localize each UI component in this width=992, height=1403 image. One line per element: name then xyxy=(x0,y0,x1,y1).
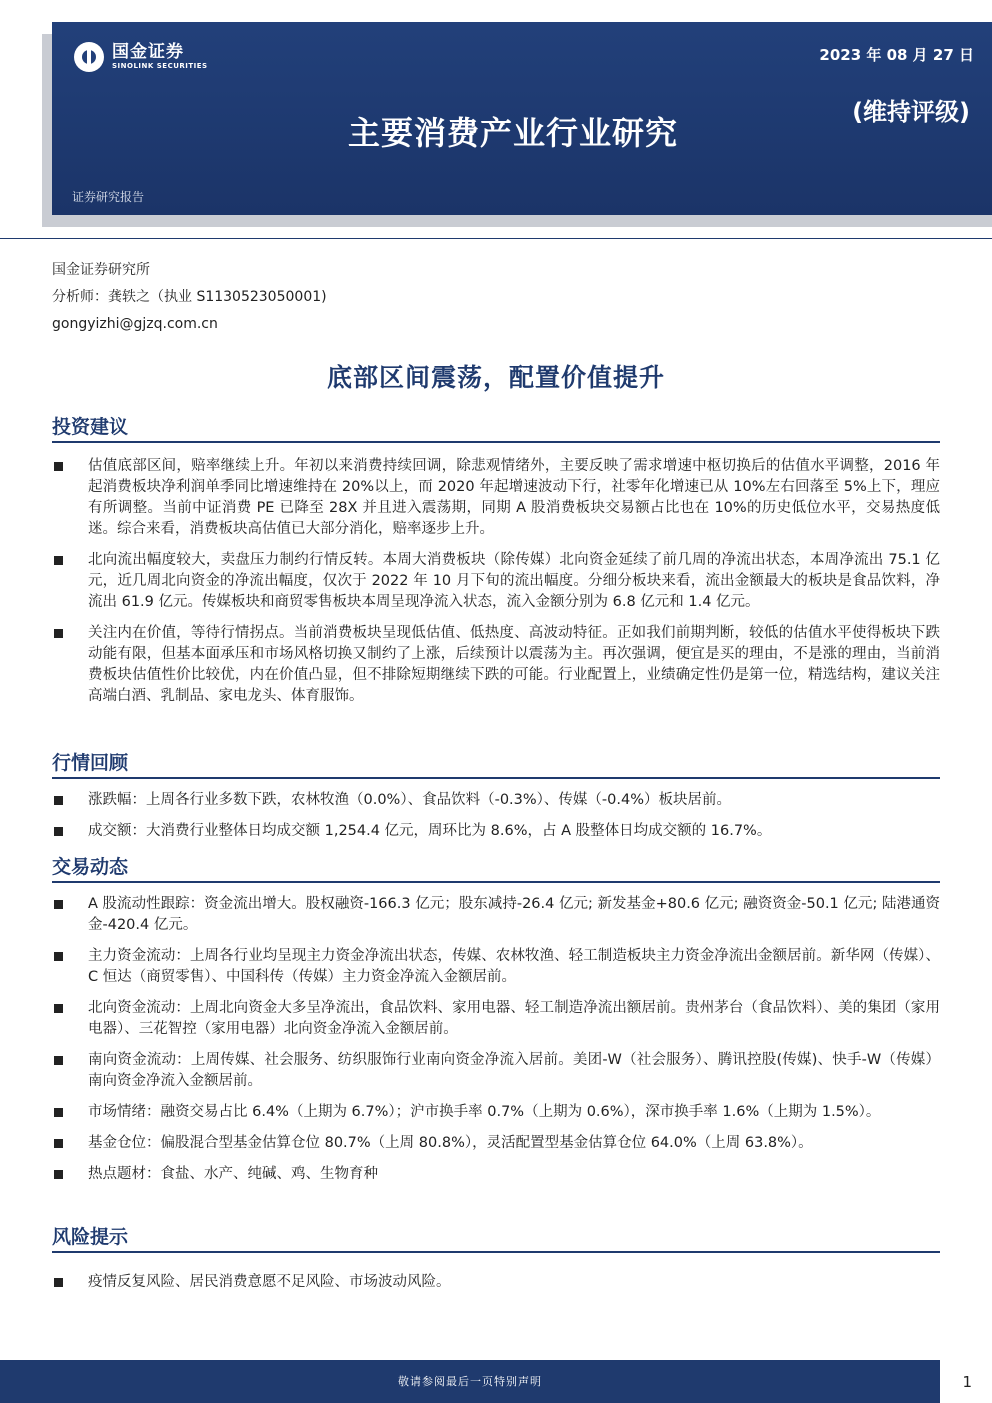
report-type: 证券研究报告 xyxy=(72,190,145,204)
report-date: 2023 年 08 月 27 日 xyxy=(819,46,974,64)
square-bullet-icon xyxy=(54,1139,63,1148)
section-title-market-review: 行情回顾 xyxy=(52,752,129,774)
square-bullet-icon xyxy=(54,1004,63,1013)
list-item: 主力资金流动：上周各行业均呈现主力资金净流出状态，传媒、农林牧渔、轻工制造板块主力资金净流出金额居前。新华网（传媒）、C 恒达（商贸零售）、中国科传（传媒）主力资金净流入金额居前。 xyxy=(52,946,940,988)
analyst-email[interactable]: gongyizhi@gjzq.com.cn xyxy=(52,316,218,332)
square-bullet-icon xyxy=(54,952,63,961)
list-item: 北向资金流动：上周北向资金大多呈净流出，食品饮料、家用电器、轻工制造净流出额居前。贵州茅台（食品饮料）、美的集团（家用电器）、三花智控（家用电器）北向资金净流入金额居前。 xyxy=(52,998,940,1040)
investment-list xyxy=(52,456,940,717)
page-number: 1 xyxy=(962,1373,972,1391)
logo-cn-text: 国金证券 xyxy=(112,42,184,62)
list-item: 北向流出幅度较大，卖盘压力制约行情反转。本周大消费板块（除传媒）北向资金延续了前几周的净流出状态，本周净流出 75.1 亿元，近几周北向资金的净流出幅度，仅次于 2022 年 10 月下旬的流出幅度。分细分板块来看，流出金额最大的板块是食品饮料，净流出 61.9 亿元。传媒板块和商贸零售板块本周呈现净流入状态，流入金额分别为 6.8 亿元和 1.4 亿元。 xyxy=(52,550,940,613)
square-bullet-icon xyxy=(54,462,63,471)
report-headline: 底部区间震荡，配置价值提升 xyxy=(326,363,665,392)
square-bullet-icon xyxy=(54,556,63,565)
sinolink-logo-icon xyxy=(74,42,104,72)
risk-list xyxy=(52,1272,940,1303)
square-bullet-icon xyxy=(54,1278,63,1287)
list-item: 市场情绪：融资交易占比 6.4%（上期为 6.7%）；沪市换手率 0.7%（上期为 0.6%），深市换手率 1.6%（上期为 1.5%）。 xyxy=(52,1102,940,1123)
list-item: 估值底部区间，赔率继续上升。年初以来消费持续回调，除悲观情绪外，主要反映了需求增速中枢切换后的估值水平调整，2016 年起消费板块净利润单季同比增速维持在 20%以上，而 2020 年起增速波动下行，社零年化增速已从 10%左右回落至 5%上下，理应有所调整。当前中证消费 PE 已降至 28X 并且进入震荡期，同期 A 股消费板块交易额占比也在 10%的历史低位水平，交易热度低迷。综合来看，消费板块高估值已大部分消化，赔率逐步上升。 xyxy=(52,456,940,540)
square-bullet-icon xyxy=(54,1056,63,1065)
author-info xyxy=(52,257,327,338)
section-divider xyxy=(52,777,940,779)
footer-bar xyxy=(0,1360,940,1403)
section-title-investment: 投资建议 xyxy=(52,416,129,438)
list-item: A 股流动性跟踪：资金流出增大。股权融资-166.3 亿元；股东减持-26.4 亿元; 新发基金+80.6 亿元; 融资资金-50.1 亿元; 陆港通资金-420.4 亿元。 xyxy=(52,894,940,936)
square-bullet-icon xyxy=(54,1108,63,1117)
section-divider xyxy=(52,881,940,883)
list-item: 涨跌幅：上周各行业多数下跌，农林牧渔（0.0%）、食品饮料（-0.3%）、传媒（-0.4%）板块居前。 xyxy=(52,790,940,811)
report-title: 主要消费产业行业研究 xyxy=(348,114,679,152)
list-item: 基金仓位：偏股混合型基金估算仓位 80.7%（上周 80.8%），灵活配置型基金估算仓位 64.0%（上周 63.8%）。 xyxy=(52,1133,940,1154)
list-item: 疫情反复风险、居民消费意愿不足风险、市场波动风险。 xyxy=(52,1272,940,1293)
header-divider xyxy=(0,238,992,239)
square-bullet-icon xyxy=(54,629,63,638)
section-title-trading: 交易动态 xyxy=(52,856,129,878)
trading-list xyxy=(52,894,940,1195)
section-divider xyxy=(52,441,940,443)
list-item: 热点题材：食盐、水产、纯碱、鸡、生物育种 xyxy=(52,1164,940,1185)
square-bullet-icon xyxy=(54,827,63,836)
square-bullet-icon xyxy=(54,796,63,805)
section-title-risk: 风险提示 xyxy=(52,1226,129,1248)
company-logo xyxy=(74,42,208,72)
list-item: 成交额：大消费行业整体日均成交额 1,254.4 亿元，周环比为 8.6%，占 A 股整体日均成交额的 16.7%。 xyxy=(52,821,940,842)
list-item: 关注内在价值，等待行情拐点。当前消费板块呈现低估值、低热度、高波动特征。正如我们前期判断，较低的估值水平使得板块下跌动能有限，但基本面承压和市场风格切换又制约了上涨，后续预计以震荡为主。再次强调，便宜是买的理由，不是涨的理由，当前消费板块估值性价比较优，内在价值凸显，但不排除短期继续下跌的可能。行业配置上，业绩确定性仍是第一位，精选结构，建议关注高端白酒、乳制品、家电龙头、体育服饰。 xyxy=(52,623,940,707)
square-bullet-icon xyxy=(54,900,63,909)
logo-en-text: SINOLINK SECURITIES xyxy=(112,62,208,70)
footer-disclaimer: 敬请参阅最后一页特别声明 xyxy=(398,1375,542,1388)
report-header xyxy=(52,22,992,215)
list-item: 南向资金流动：上周传媒、社会服务、纺织服饰行业南向资金净流入居前。美团-W（社会服务）、腾讯控股(传媒)、快手-W（传媒）南向资金净流入金额居前。 xyxy=(52,1050,940,1092)
institute-name: 国金证券研究所 xyxy=(52,262,150,278)
square-bullet-icon xyxy=(54,1170,63,1179)
market-review-list xyxy=(52,790,940,852)
section-divider xyxy=(52,1251,940,1253)
rating-label: (维持评级) xyxy=(852,98,970,126)
analyst-name: 分析师：龚轶之（执业 S1130523050001) xyxy=(52,289,327,305)
